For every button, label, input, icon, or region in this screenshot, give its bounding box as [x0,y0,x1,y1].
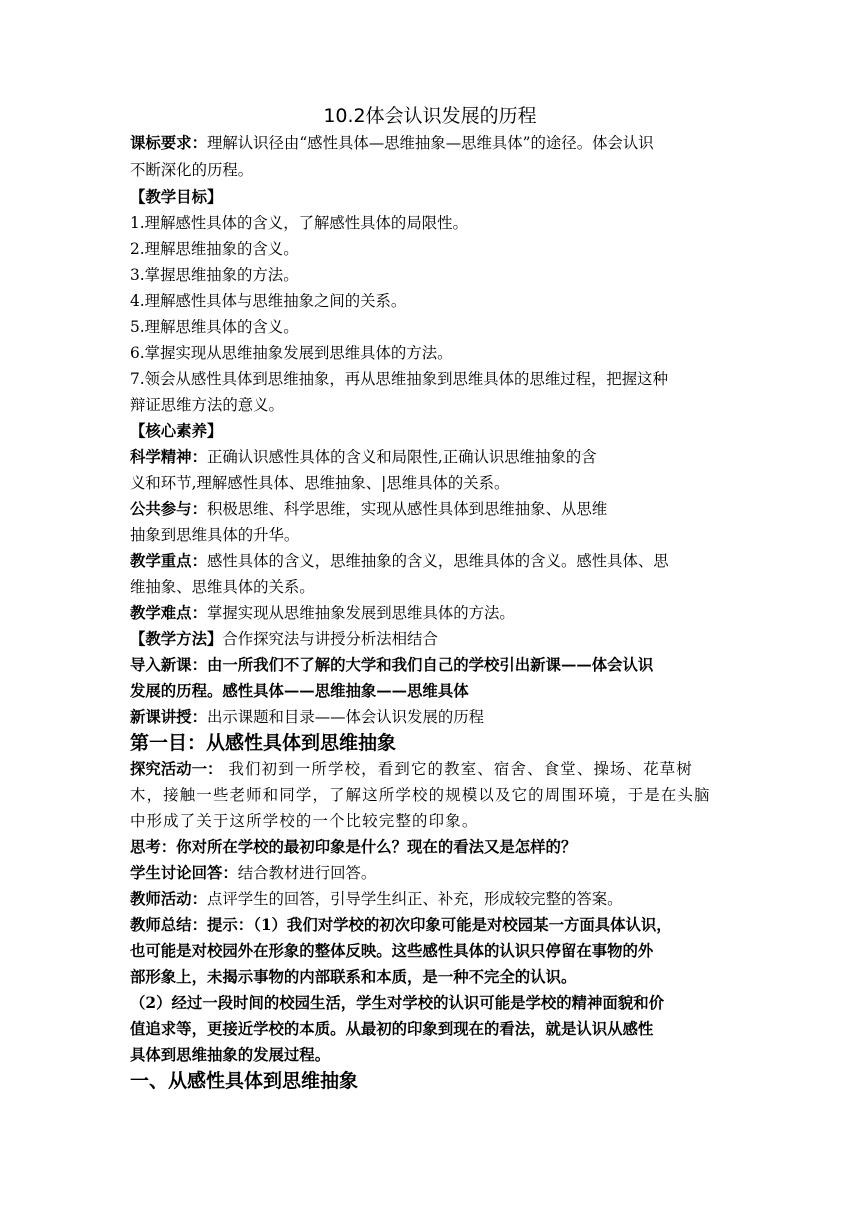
page-title: 10.2体会认识发展的历程 [323,105,537,127]
lecture [130,705,740,730]
objective-item: 1.理解感性具体的含义，了解感性具体的局限性。 [130,214,468,232]
teacher-text: 点评学生的回答，引导学生纠正、补充，形成较完整的答案。 [206,890,623,908]
objectives-heading: 【教学目标】 [130,188,223,206]
question: 思考：你对所在学校的最初印象是什么？现在的看法又是怎样的？ [130,838,577,856]
summary-text-cont: 值追求等，更接近学校的本质。从最初的印象到现在的看法，就是认识从感性 [130,1020,654,1038]
methods-text: 合作探究法与讲授分析法相结合 [222,630,438,648]
key-points [130,549,740,574]
public-participation [130,497,740,522]
literacy-heading: 【核心素养】 [130,422,223,440]
public-label: 公共参与： [130,500,207,518]
objective-item: 3.掌握思维抽象的方法。 [130,266,299,284]
activity-text: 我们初到一所学校，看到它的教室、宿舍、食堂、操场、花草树 [222,760,693,778]
subheading: 一、从感性具体到思维抽象 [130,1070,359,1092]
student-discussion [130,861,740,886]
difficulties-label: 教学难点： [130,604,207,622]
summary-label: 教师总结： [130,916,207,934]
objective-item: 辩证思维方法的意义。 [130,396,284,414]
activity-text-cont: 中形成了关于这所学校的一个比较完整的印象。 [130,812,479,830]
methods-label: 【教学方法】 [130,630,223,648]
objective-item: 6.掌握实现从思维抽象发展到思维具体的方法。 [130,344,453,362]
summary-text-cont: （2）经过一段时间的校园生活，学生对学校的认识可能是学校的精神面貌和价 [130,994,664,1012]
summary-text-cont: 也可能是对校园外在形象的整体反映。这些感性具体的认识只停留在事物的外 [130,942,654,960]
key-points-text: 感性具体的含义，思维抽象的含义，思维具体的含义。感性具体、思 [206,552,669,570]
lecture-label: 新课讲授： [130,708,207,726]
summary-text-cont: 具体到思维抽象的发展过程。 [130,1046,331,1064]
summary-text: 提示：（1）我们对学校的初次印象可能是对校园某一方面具体认识， [206,916,672,934]
difficulties-text: 掌握实现从思维抽象发展到思维具体的方法。 [206,604,515,622]
science-text: 正确认识感性具体的含义和局限性,正确认识思维抽象的含 [206,448,597,466]
science-text-cont: 义和环节,理解感性具体、思维抽象、|思维具体的关系。 [130,474,510,492]
difficulties [130,601,740,626]
objective-item: 4.理解感性具体与思维抽象之间的关系。 [130,292,407,310]
curriculum-text-cont: 不断深化的历程。 [130,161,254,179]
summary-text-cont: 部形象上，未揭示事物的内部联系和本质，是一种不完全的认识。 [130,968,577,986]
objective-item: 5.理解思维具体的含义。 [130,318,299,336]
curriculum-label: 课标要求： [130,134,207,152]
key-points-text-cont: 维抽象、思维具体的关系。 [130,578,315,596]
activity-label: 探究活动一： [130,760,223,778]
curriculum-text: 理解认识径由“感性具体—思维抽象—思维具体”的途径。体会认识 [206,134,654,152]
section-heading: 第一目：从感性具体到思维抽象 [130,732,397,754]
objective-item: 2.理解思维抽象的含义。 [130,240,299,258]
discussion-label: 学生讨论回答： [130,864,238,882]
key-points-label: 教学重点： [130,552,207,570]
teaching-methods [130,627,740,652]
science-spirit [130,445,740,470]
public-text: 积极思维、科学思维，实现从感性具体到思维抽象、从思维 [206,500,608,518]
intro-text: 导入新课：由一所我们不了解的大学和我们自己的学校引出新课——体会认识 [130,656,654,674]
teacher-summary [130,913,740,938]
intro-text-cont: 发展的历程。感性具体——思维抽象——思维具体 [130,682,469,700]
objective-item: 7.领会从感性具体到思维抽象，再从思维抽象到思维具体的思维过程，把握这种 [130,370,668,388]
discussion-text: 结合教材进行回答。 [237,864,377,882]
activity-text-cont: 木，接触一些老师和同学，了解这所学校的规模以及它的周围环境，于是在头脑 [130,786,711,804]
science-label: 科学精神： [130,448,207,466]
teacher-label: 教师活动： [130,890,207,908]
lecture-text: 出示课题和目录——体会认识发展的历程 [206,708,485,726]
activity-one [130,757,740,782]
public-text-cont: 抽象到思维具体的升华。 [130,526,300,544]
teacher-activity [130,887,740,912]
curriculum-requirement [130,131,740,156]
